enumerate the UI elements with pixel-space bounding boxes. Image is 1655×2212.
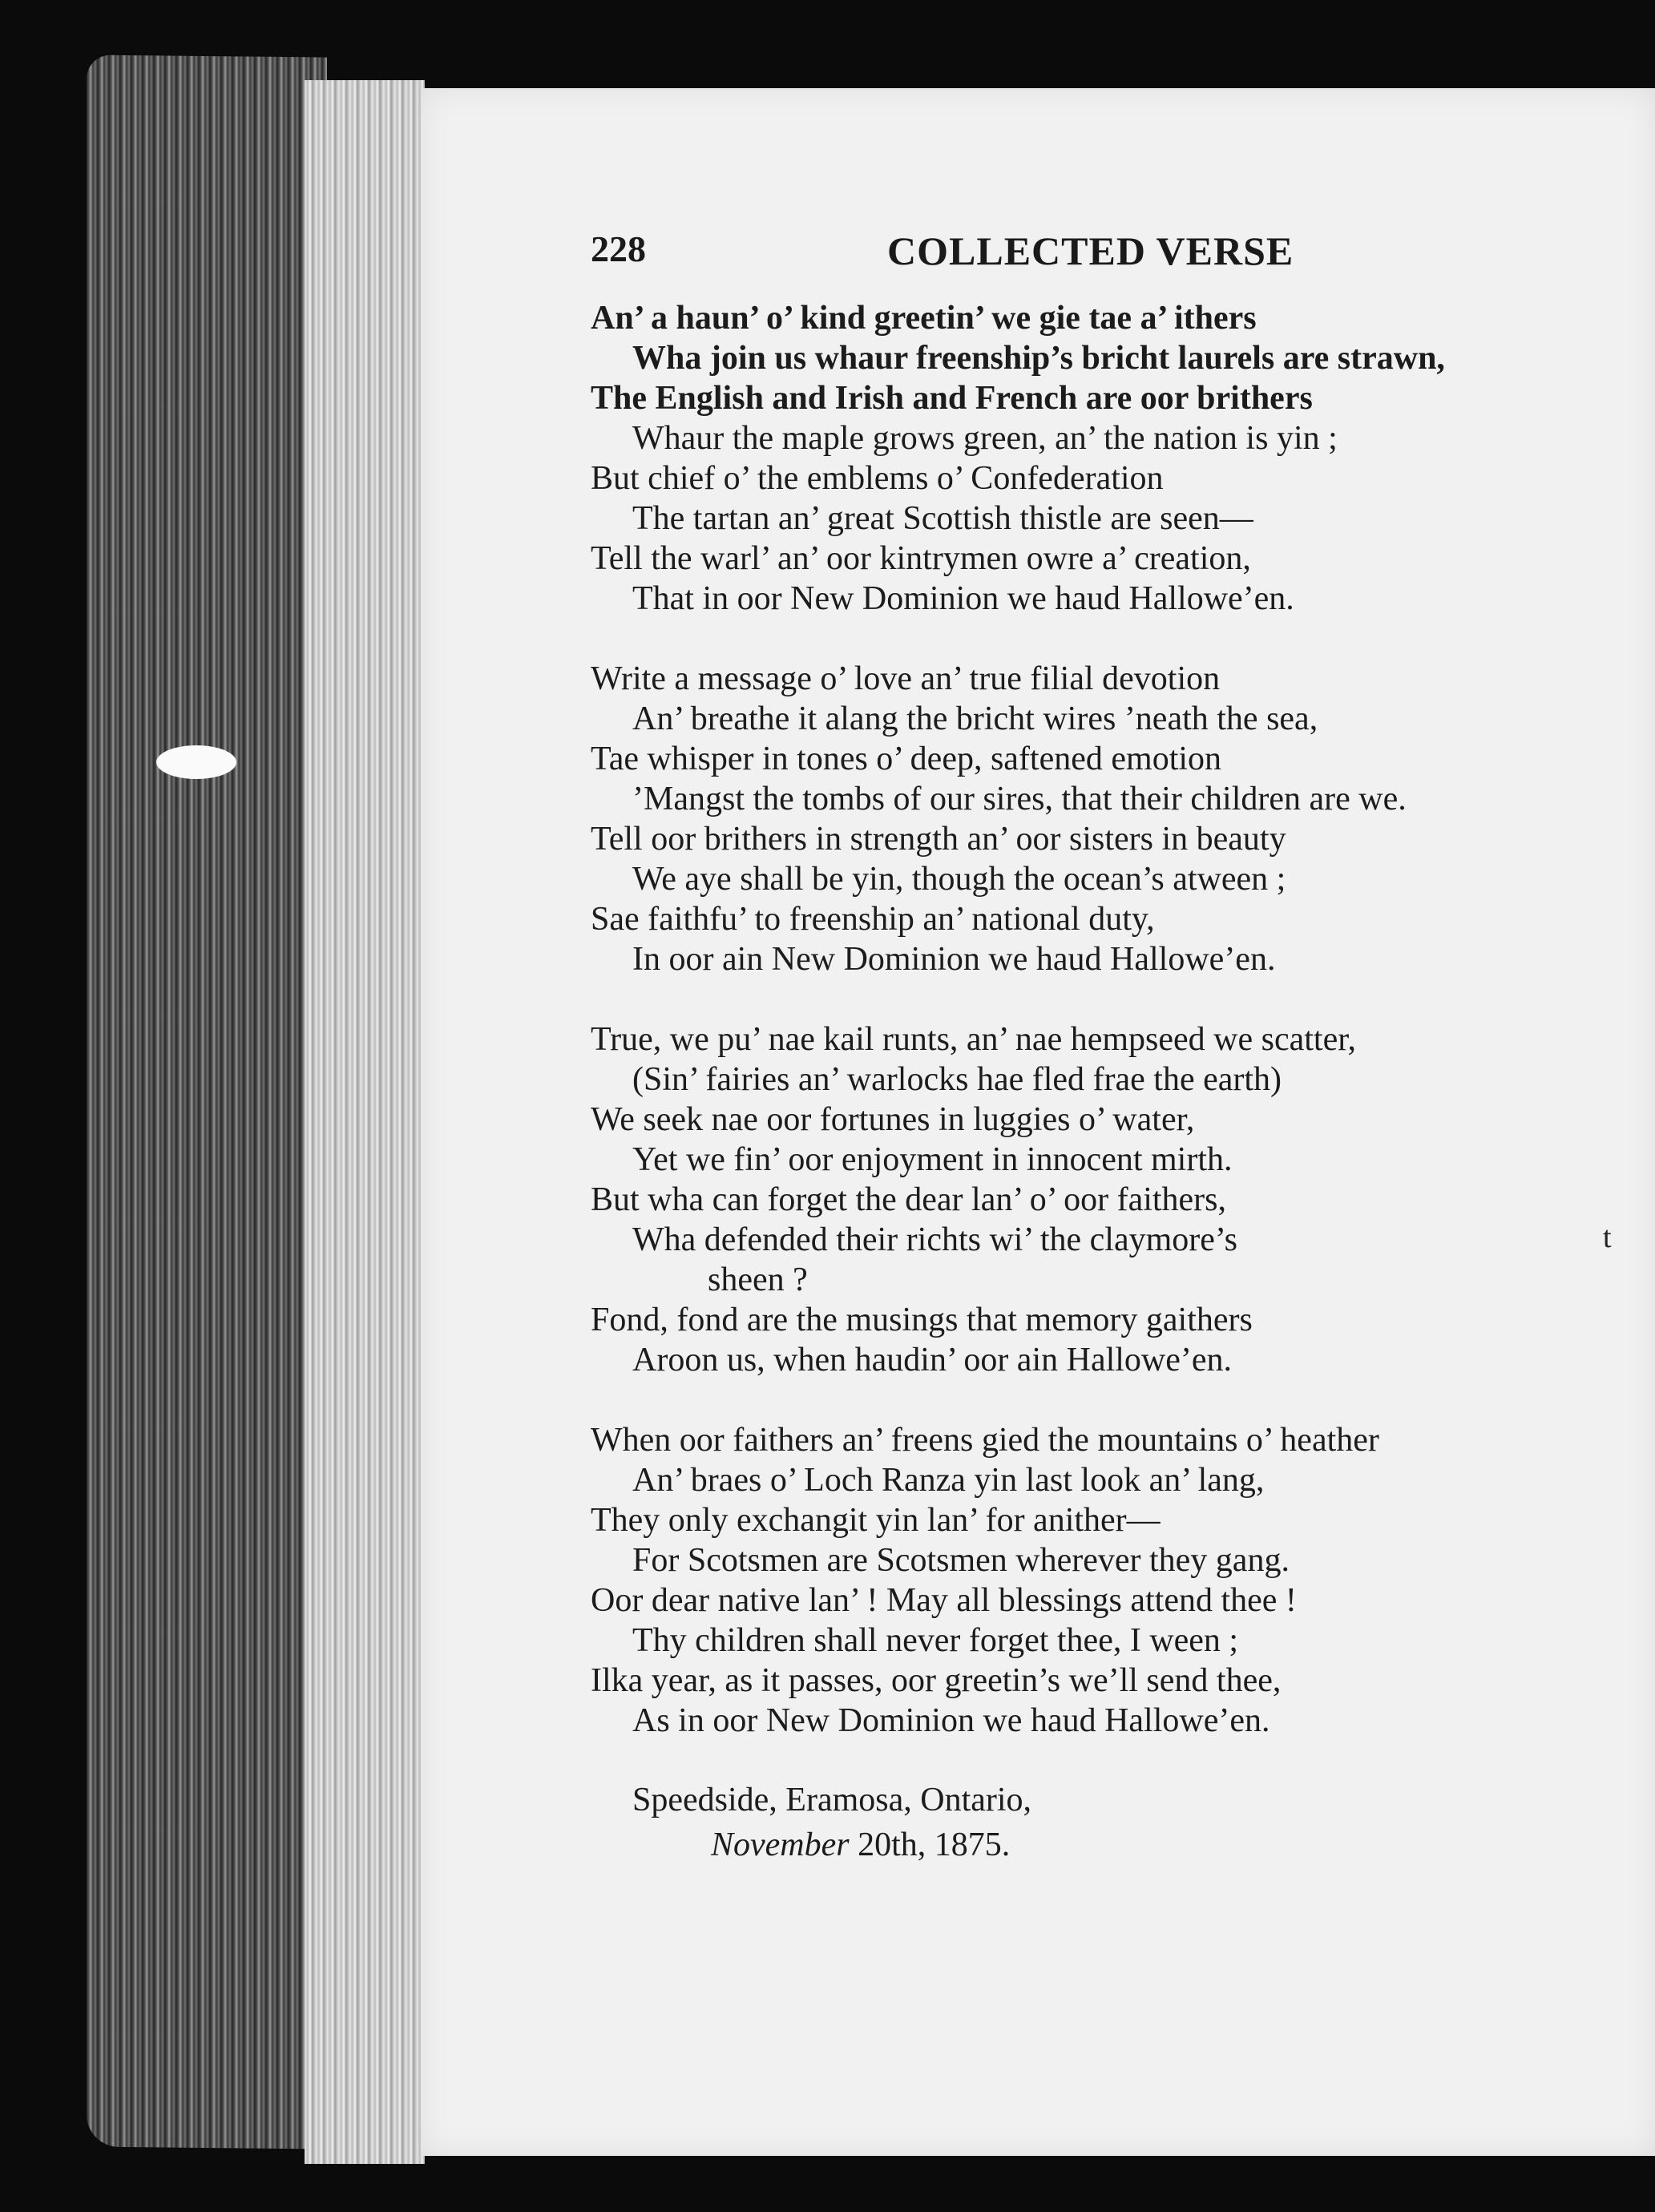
verse-line: The tartan an’ great Scottish thistle are seen—: [632, 500, 1253, 537]
verse-line: Wha defended their richts wi’ the claymore’s: [632, 1221, 1237, 1258]
verse-line: When oor faithers an’ freens gied the mountains o’ heather: [591, 1422, 1379, 1459]
book-page-edges: [87, 54, 327, 2149]
verse-line: Aroon us, when haudin’ oor ain Hallowe’en.: [632, 1342, 1233, 1378]
stanza-1: [591, 298, 1653, 619]
signoff-year: 1875.: [934, 1827, 1011, 1863]
verse-line: Oor dear native lan’ ! May all blessings attend thee !: [591, 1582, 1297, 1619]
verse-line: Tae whisper in tones o’ deep, saftened emotion: [591, 741, 1222, 777]
page-header: [591, 228, 1320, 276]
book-page-edges-inner: [305, 80, 425, 2164]
verse-line: (Sin’ fairies an’ warlocks hae fled frae the earth): [632, 1061, 1282, 1098]
verse-line: But chief o’ the emblems o’ Confederation: [591, 460, 1164, 497]
verse-line: The English and Irish and French are oor brithers: [591, 380, 1313, 417]
stray-print-mark: t: [1603, 1221, 1612, 1254]
verse-line: Wha join us whaur freenship’s bricht laurels are strawn,: [632, 340, 1445, 377]
signoff: [632, 1778, 1031, 1867]
verse-line: But wha can forget the dear lan’ o’ oor faithers,: [591, 1181, 1227, 1218]
verse-line: That in oor New Dominion we haud Hallowe’en.: [632, 580, 1294, 617]
running-title: COLLECTED VERSE: [887, 228, 1294, 273]
verse-line: ’Mangst the tombs of our sires, that their children are we.: [632, 781, 1407, 817]
verse-line: As in oor New Dominion we haud Hallowe’en.: [632, 1702, 1270, 1739]
page-number: 228: [591, 228, 646, 269]
verse-line: Sae faithfu’ to freenship an’ national duty,: [591, 901, 1155, 938]
poem-body: [591, 298, 1653, 1781]
signoff-date: [632, 1822, 1031, 1867]
signoff-place: Speedside, Eramosa, Ontario,: [632, 1782, 1032, 1818]
verse-line: For Scotsmen are Scotsmen wherever they gang.: [632, 1542, 1290, 1579]
stanza-3: [591, 1019, 1653, 1380]
verse-line: They only exchangit yin lan’ for anither—: [591, 1502, 1161, 1539]
paper-blemish: [156, 745, 236, 779]
verse-line: sheen ?: [708, 1261, 808, 1298]
verse-line: An’ braes o’ Loch Ranza yin last look an’ lang,: [632, 1462, 1265, 1499]
verse-line: Fond, fond are the musings that memory gaithers: [591, 1302, 1253, 1338]
verse-line: Ilka year, as it passes, oor greetin’s we’ll send thee,: [591, 1662, 1282, 1699]
verse-line: Thy children shall never forget thee, I ween ;: [632, 1622, 1239, 1659]
verse-line: We aye shall be yin, though the ocean’s atween ;: [632, 861, 1286, 898]
verse-line: An’ a haun’ o’ kind greetin’ we gie tae a’ ithers: [591, 300, 1257, 337]
verse-line: In oor ain New Dominion we haud Hallowe’en.: [632, 941, 1276, 978]
verse-line: Tell oor brithers in strength an’ oor sisters in beauty: [591, 821, 1286, 858]
signoff-day: 20th,: [858, 1827, 926, 1863]
stanza-4: [591, 1420, 1653, 1741]
verse-line: Yet we fin’ oor enjoyment in innocent mirth.: [632, 1141, 1233, 1178]
verse-line: True, we pu’ nae kail runts, an’ nae hempseed we scatter,: [591, 1021, 1357, 1058]
verse-line: Write a message o’ love an’ true filial devotion: [591, 660, 1221, 697]
signoff-month: November: [711, 1827, 850, 1863]
verse-line: Whaur the maple grows green, an’ the nation is yin ;: [632, 420, 1338, 457]
stanza-2: [591, 659, 1653, 979]
verse-line: An’ breathe it alang the bricht wires ’neath the sea,: [632, 700, 1318, 737]
verse-line: We seek nae oor fortunes in luggies o’ water,: [591, 1101, 1195, 1138]
verse-line: Tell the warl’ an’ oor kintrymen owre a’ creation,: [591, 540, 1251, 577]
